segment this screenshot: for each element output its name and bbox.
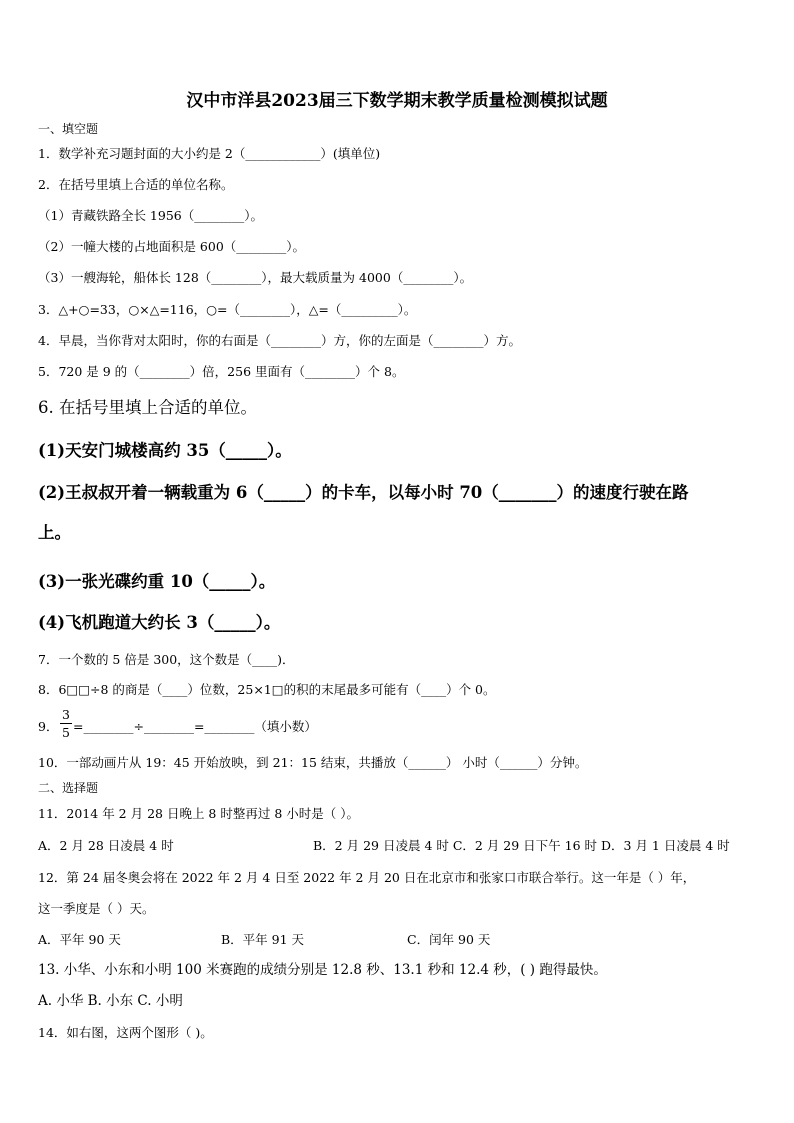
question-8: 8．6□□÷8 的商是（____）位数，25×1□的积的末尾最多可能有（____）个 0。 [38, 682, 496, 697]
question-12-option-b: B．平年 91 天 [221, 932, 305, 947]
question-3: 3．△+○=33，○×△=116，○=（________），△=（_________）。 [38, 302, 417, 317]
question-13-options: A. 小华 B. 小东 C. 小明 [38, 993, 183, 1009]
question-2-2: （2）一幢大楼的占地面积是 600（________）。 [38, 239, 306, 254]
section-fill-in: 一、填空题 [38, 122, 99, 136]
question-6-2: (2)王叔叔开着一辆载重为 6（_____）的卡车，以每小时 70（_______）的速度行驶在路 [38, 483, 689, 502]
question-2: 2．在括号里填上合适的单位名称。 [38, 177, 234, 192]
question-12-option-c: C．闰年 90 天 [407, 932, 491, 947]
question-6-3: (3)一张光碟约重 10（_____）。 [38, 572, 276, 591]
fraction-three-fifths [60, 707, 72, 740]
question-6-2-cont: 上。 [38, 523, 71, 542]
question-6: 6. 在括号里填上合适的单位。 [38, 398, 257, 417]
fraction-numerator: 3 [62, 707, 70, 722]
page-title: 汉中市洋县2023届三下数学期末教学质量检测模拟试题 [186, 91, 608, 111]
question-4: 4．早晨，当你背对太阳时，你的右面是（________）方，你的左面是（________）方。 [38, 333, 521, 348]
question-6-4: (4)飞机跑道大约长 3（_____）。 [38, 613, 281, 632]
question-14: 14．如右图，这两个图形（ )。 [38, 1025, 213, 1040]
section-multiple-choice: 二、选择题 [38, 781, 99, 795]
fraction-denominator: 5 [62, 725, 70, 740]
question-12: 12．第 24 届冬奥会将在 2022 年 2 月 4 日至 2022 年 2 月 20 日在北京市和张家口市联合举行。这一年是（ ）年， [38, 870, 696, 885]
question-12-cont: 这一季度是（ ）天。 [38, 901, 155, 916]
question-11-option-a: A．2 月 28 日凌晨 4 时 [38, 838, 174, 853]
question-11-options-bcd: B．2 月 29 日凌晨 4 时 C．2 月 29 日下午 16 时 D．3 月 1 日凌晨 4 时 [313, 838, 730, 853]
question-5: 5．720 是 9 的（________）倍，256 里面有（________）个 8。 [38, 364, 405, 379]
question-7: 7．一个数的 5 倍是 300，这个数是（____)． [38, 652, 295, 667]
question-13: 13. 小华、小东和小明 100 米赛跑的成绩分别是 12.8 秒、13.1 秒和 12.4 秒，( ) 跑得最快。 [38, 962, 607, 978]
question-2-3: （3）一艘海轮，船体长 128（________），最大载质量为 4000（________）。 [38, 270, 473, 285]
question-6-1: (1)天安门城楼高约 35（_____）。 [38, 441, 292, 460]
question-9: =________÷________=________（填小数） [73, 719, 317, 734]
question-1: 1．数学补充习题封面的大小约是 2（____________）(填单位) [38, 146, 381, 161]
question-10: 10．一部动画片从 19：45 开始放映，到 21：15 结束，共播放（______） 小时（______）分钟。 [38, 755, 588, 770]
question-11: 11．2014 年 2 月 28 日晚上 8 时整再过 8 小时是（ ）。 [38, 806, 359, 821]
question-12-option-a: A．平年 90 天 [38, 932, 121, 947]
question-2-1: （1）青藏铁路全长 1956（________）。 [38, 208, 263, 223]
question-9-label: 9． [38, 719, 59, 734]
